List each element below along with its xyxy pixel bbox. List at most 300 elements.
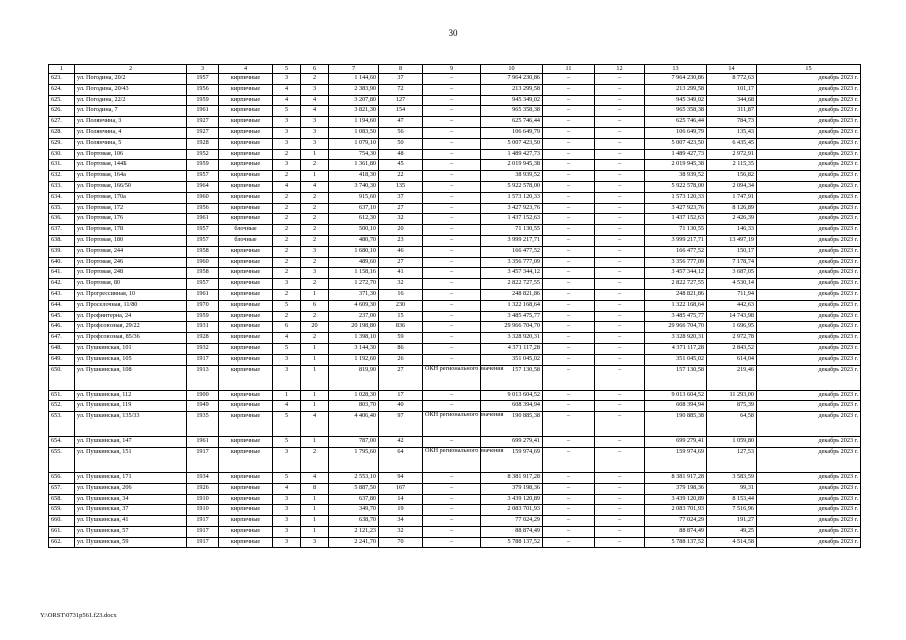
table-cell: 7 964 230,86 [645,74,707,85]
table-cell: 1 [301,437,329,448]
table-cell: 16 [379,289,423,300]
table-cell: 3 687,05 [707,268,757,279]
table-cell: – [595,246,645,257]
table-cell: кирпичные [219,483,273,494]
table-cell: ул. Портовая, 178 [75,225,187,236]
table-cell: – [543,95,595,106]
column-number-cell: 8 [379,65,423,74]
table-cell: 662. [49,537,75,548]
table-cell: 3 [273,526,301,537]
table-cell: – [543,311,595,322]
table-cell: 3 [273,279,301,290]
table-cell: 5 [273,106,301,117]
table-cell: 1 194,60 [329,117,379,128]
table-cell: ул. Пушкинская, 147 [75,437,187,448]
table-cell: 3 [273,74,301,85]
table-cell: 1 [301,516,329,527]
table-row [49,225,861,236]
table-cell: 699 279,41 [645,437,707,448]
table-cell: 19 [379,505,423,516]
table-cell: 3 328 920,31 [645,333,707,344]
table-cell: декабрь 2023 г. [757,365,861,390]
table-cell: 42 [379,437,423,448]
column-number-cell: 13 [645,65,707,74]
table-cell: 29 966 704,70 [481,322,543,333]
table-cell: – [543,84,595,95]
table-cell: 1 361,80 [329,160,379,171]
table-cell: 3 [273,138,301,149]
table-cell: 47 [379,117,423,128]
table-cell: 612,30 [329,214,379,225]
table-cell: 213 299,58 [645,84,707,95]
table-row [49,494,861,505]
table-cell: 3 328 920,31 [481,333,543,344]
table-cell: 2 843,52 [707,343,757,354]
table-cell: – [595,117,645,128]
table-cell: 20 198,80 [329,322,379,333]
table-cell: ул. Пушкинская, 135/33 [75,412,187,437]
table-cell: декабрь 2023 г. [757,149,861,160]
table-header-row [49,65,861,74]
column-number-cell: 5 [273,65,301,74]
table-row [49,257,861,268]
table-cell: 72 [379,84,423,95]
table-cell: 645. [49,311,75,322]
table-cell: 875,39 [707,401,757,412]
table-cell: 3 439 120,89 [645,494,707,505]
table-cell: 2 [273,246,301,257]
table-cell: 167 [379,483,423,494]
table-cell: 4 406,40 [329,412,379,437]
table-cell: – [543,354,595,365]
table-row [49,483,861,494]
table-cell: 608 394,94 [481,401,543,412]
table-cell: 651. [49,390,75,401]
table-cell: – [595,437,645,448]
table-cell: 3 [273,447,301,472]
table-cell: ул. Пушкинская, 37 [75,505,187,516]
table-cell: 38 939,52 [481,171,543,182]
table-cell: 915,60 [329,192,379,203]
table-cell: 101,17 [707,84,757,95]
table-cell: кирпичные [219,160,273,171]
table-row [49,268,861,279]
table-cell: 8 381 917,28 [481,472,543,483]
table-cell: блочные [219,225,273,236]
table-cell: 630. [49,149,75,160]
table-cell: – [595,289,645,300]
table-cell: 1960 [187,257,219,268]
table-cell: 2 [273,203,301,214]
table-cell: 166 477,52 [481,246,543,257]
table-cell: 1913 [187,365,219,390]
table-cell: 5 788 137,52 [645,537,707,548]
table-cell: – [595,268,645,279]
table-cell: декабрь 2023 г. [757,214,861,225]
table-cell: ул. Портовая, 244 [75,246,187,257]
table-cell: 15 [379,311,423,322]
table-cell: 633. [49,181,75,192]
table-cell: – [543,494,595,505]
table-cell: 1 079,10 [329,138,379,149]
table-cell: 2 [273,257,301,268]
table-cell: 1 [301,390,329,401]
table-cell: кирпичные [219,401,273,412]
column-number-cell: 10 [481,65,543,74]
table-cell: 1 272,70 [329,279,379,290]
table-cell: 624. [49,84,75,95]
housing-register-table [48,64,861,548]
table-cell: кирпичные [219,494,273,505]
table-cell: декабрь 2023 г. [757,127,861,138]
table-cell: кирпичные [219,246,273,257]
table-cell: – [595,192,645,203]
table-cell: 5 922 578,00 [481,181,543,192]
table-cell: 640. [49,257,75,268]
table-cell: кирпичные [219,390,273,401]
table-cell: 2 019 945,38 [645,160,707,171]
table-cell: 784,73 [707,117,757,128]
table-cell: 127,53 [707,447,757,472]
table-cell: 945 349,02 [645,95,707,106]
table-cell: 56 [379,127,423,138]
table-cell: – [423,483,481,494]
table-cell: 190 885,38 [481,412,543,437]
table-cell: 1 [301,343,329,354]
table-cell: – [543,192,595,203]
table-cell: 1 [301,365,329,390]
table-row [49,214,861,225]
table-cell: 4 [273,333,301,344]
table-cell: – [423,390,481,401]
table-cell: – [423,472,481,483]
table-cell: 4 371 117,28 [645,343,707,354]
table-cell: – [595,214,645,225]
table-cell: 2 121,23 [329,526,379,537]
table-cell: 1927 [187,117,219,128]
table-cell: 1958 [187,246,219,257]
table-cell: 3 [301,138,329,149]
table-cell: 634. [49,192,75,203]
table-cell: 5 788 137,52 [481,537,543,548]
table-cell: 1 322 168,64 [481,300,543,311]
table-cell: 3 [273,127,301,138]
table-cell: декабрь 2023 г. [757,343,861,354]
table-cell: 97 [379,412,423,437]
table-cell: 344,68 [707,95,757,106]
table-cell: – [595,257,645,268]
table-cell: 2 [301,235,329,246]
table-cell: 27 [379,365,423,390]
column-number-cell: 14 [707,65,757,74]
table-cell: 1 [301,494,329,505]
table-cell: 653. [49,412,75,437]
table-cell: 159 974,69 [481,447,543,472]
table-cell: 70 [379,537,423,548]
table-cell: – [595,203,645,214]
table-cell: 349,70 [329,505,379,516]
table-cell: 3 [301,84,329,95]
table-cell: 1959 [187,95,219,106]
table-cell: – [543,268,595,279]
table-cell: 1910 [187,505,219,516]
table-cell: 248 821,86 [481,289,543,300]
table-cell: 965 358,38 [481,106,543,117]
table-cell: кирпичные [219,279,273,290]
table-cell: 2 241,70 [329,537,379,548]
table-cell: ул. Портовая, 166/50 [75,181,187,192]
table-cell: 1949 [187,401,219,412]
table-cell: 1 [301,171,329,182]
table-cell: 2 [273,149,301,160]
table-cell: 8 381 917,28 [645,472,707,483]
table-cell: кирпичные [219,289,273,300]
table-cell: ул. Портовая, 172 [75,203,187,214]
table-cell: 32 [379,214,423,225]
table-cell: 641. [49,268,75,279]
table-cell: 3 740,30 [329,181,379,192]
table-cell: 50 [379,138,423,149]
table-cell: 623. [49,74,75,85]
table-cell: – [423,127,481,138]
table-cell: – [423,268,481,279]
table-cell: 3 485 475,77 [481,311,543,322]
table-cell: – [595,494,645,505]
table-cell: 3 [273,354,301,365]
table-cell: – [423,235,481,246]
table-cell: 658. [49,494,75,505]
table-cell: 135,43 [707,127,757,138]
table-cell: 3 [273,117,301,128]
table-cell: декабрь 2023 г. [757,447,861,472]
table-cell: 3 999 217,71 [481,235,543,246]
table-cell: 3 [273,494,301,505]
table-row [49,117,861,128]
table-cell: 8 [301,483,329,494]
page-number: 30 [448,28,458,38]
table-cell: 41 [379,268,423,279]
table-cell: 4 609,30 [329,300,379,311]
table-cell: 1 322 168,64 [645,300,707,311]
table-cell: декабрь 2023 г. [757,74,861,85]
table-cell: 49,25 [707,526,757,537]
table-cell: декабрь 2023 г. [757,333,861,344]
table-cell: 64,58 [707,412,757,437]
table-cell: 2 [301,203,329,214]
table-cell: 190 885,38 [645,412,707,437]
table-cell: 1 158,16 [329,268,379,279]
table-cell: 1 696,95 [707,322,757,333]
table-cell: 656. [49,472,75,483]
table-row [49,279,861,290]
table-cell: – [543,214,595,225]
table-cell: 11 293,00 [707,390,757,401]
table-cell: ул. Пушкинская, 59 [75,537,187,548]
table-cell: 135 [379,181,423,192]
table-cell: 836 [379,322,423,333]
table-cell: 146,33 [707,225,757,236]
table-cell: 3 999 217,71 [645,235,707,246]
table-cell: – [543,127,595,138]
table-cell: – [595,279,645,290]
table-cell: 4 [273,401,301,412]
table-cell: декабрь 2023 г. [757,203,861,214]
table-cell: 4 371 117,28 [481,343,543,354]
table-cell: 1928 [187,333,219,344]
table-cell: – [595,160,645,171]
table-cell: 3 [273,160,301,171]
table-cell: – [423,257,481,268]
table-cell: 3 [301,537,329,548]
table-cell: 2 [301,225,329,236]
table-cell: 1917 [187,537,219,548]
table-cell: 626. [49,106,75,117]
table-cell: – [423,437,481,448]
table-cell: ул. Погодина, 20/2 [75,74,187,85]
table-cell: 34 [379,516,423,527]
table-cell: 3 [273,516,301,527]
table-cell: ул. Пушкинская, 105 [75,354,187,365]
table-cell: 5 007 423,50 [481,138,543,149]
table-cell: 1961 [187,437,219,448]
table-cell: 1 747,91 [707,192,757,203]
table-cell: – [543,401,595,412]
table-cell: 1 398,10 [329,333,379,344]
table-cell: – [595,149,645,160]
table-cell: 2 [273,235,301,246]
table-cell: 4 530,14 [707,279,757,290]
table-row [49,95,861,106]
table-cell: кирпичные [219,84,273,95]
table-cell: 643. [49,289,75,300]
table-cell: 1926 [187,483,219,494]
table-cell: 631. [49,160,75,171]
table-cell: декабрь 2023 г. [757,437,861,448]
table-cell: 2 [273,268,301,279]
table-cell: ул. Профсоюзная, 85/36 [75,333,187,344]
table-row [49,84,861,95]
table-cell: кирпичные [219,171,273,182]
table-cell: 3 [301,117,329,128]
table-cell: 32 [379,279,423,290]
table-cell: декабрь 2023 г. [757,354,861,365]
table-cell: 1 437 152,63 [645,214,707,225]
table-cell: 2 [273,289,301,300]
table-cell: декабрь 2023 г. [757,322,861,333]
table-cell: кирпичные [219,447,273,472]
table-cell: 4 [273,483,301,494]
table-cell: 45 [379,160,423,171]
table-cell: 1959 [187,160,219,171]
table-cell: декабрь 2023 г. [757,268,861,279]
table-cell: 213 299,58 [481,84,543,95]
table-cell: кирпичные [219,365,273,390]
table-cell: 4 [301,181,329,192]
table-cell: декабрь 2023 г. [757,526,861,537]
table-cell: 2 822 727,55 [481,279,543,290]
table-cell: 37 [379,74,423,85]
table-cell: 219,46 [707,365,757,390]
table-cell: 1957 [187,74,219,85]
table-cell: 1957 [187,279,219,290]
table-cell: ул. Портовая, 144Б [75,160,187,171]
table-cell: – [543,160,595,171]
table-cell: 1934 [187,472,219,483]
table-row [49,300,861,311]
table-cell: 819,90 [329,365,379,390]
table-cell: 3 207,80 [329,95,379,106]
table-cell: 1 [301,505,329,516]
table-cell: декабрь 2023 г. [757,95,861,106]
footer-file-path: Y:\ORST\0731p561.f23.docx [40,612,117,619]
table-cell: 23 [379,235,423,246]
table-cell: – [543,117,595,128]
table-cell: 1900 [187,390,219,401]
table-cell: 88 874,49 [481,526,543,537]
table-cell: – [543,447,595,472]
table-cell: 4 514,58 [707,537,757,548]
table-cell: – [595,333,645,344]
table-cell: 2 [273,225,301,236]
table-cell: ул. Полянчина, 3 [75,117,187,128]
table-cell: ул. Пушкинская, 171 [75,472,187,483]
table-cell: – [595,127,645,138]
table-cell: 2 [301,447,329,472]
table-cell: декабрь 2023 г. [757,390,861,401]
table-cell: кирпичные [219,311,273,322]
table-cell: блочные [219,235,273,246]
table-cell: – [595,225,645,236]
table-cell: 3 [273,365,301,390]
table-cell: – [543,149,595,160]
table-cell: 3 821,30 [329,106,379,117]
table-cell: кирпичные [219,516,273,527]
table-cell: ул. Портовая, 180 [75,235,187,246]
table-cell: – [423,537,481,548]
table-cell: кирпичные [219,526,273,537]
table-cell: – [543,390,595,401]
table-cell: кирпичные [219,472,273,483]
table-cell: 625 746,44 [481,117,543,128]
table-row [49,412,861,437]
table-cell: 1 059,80 [707,437,757,448]
table-cell: – [595,365,645,390]
table-cell: декабрь 2023 г. [757,192,861,203]
table-cell: 1961 [187,214,219,225]
table-cell: 1 489 427,73 [645,149,707,160]
table-cell: – [543,333,595,344]
table-cell: 642. [49,279,75,290]
table-cell: ул. Пушкинская, 34 [75,494,187,505]
table-cell: 157 130,58 [481,365,543,390]
table-cell: – [423,401,481,412]
table-cell: декабрь 2023 г. [757,401,861,412]
table-cell: – [595,483,645,494]
table-cell: – [595,171,645,182]
table-cell: 2 553,10 [329,472,379,483]
table-cell: 657. [49,483,75,494]
table-cell: 379 198,36 [645,483,707,494]
table-cell: ул. Пушкинская, 108 [75,365,187,390]
table-cell: – [423,181,481,192]
table-cell: 648. [49,343,75,354]
table-cell: кирпичные [219,106,273,117]
table-cell: – [423,333,481,344]
table-cell: 1917 [187,354,219,365]
table-cell: 625 746,44 [645,117,707,128]
column-number-cell: 4 [219,65,273,74]
table-cell: кирпичные [219,300,273,311]
